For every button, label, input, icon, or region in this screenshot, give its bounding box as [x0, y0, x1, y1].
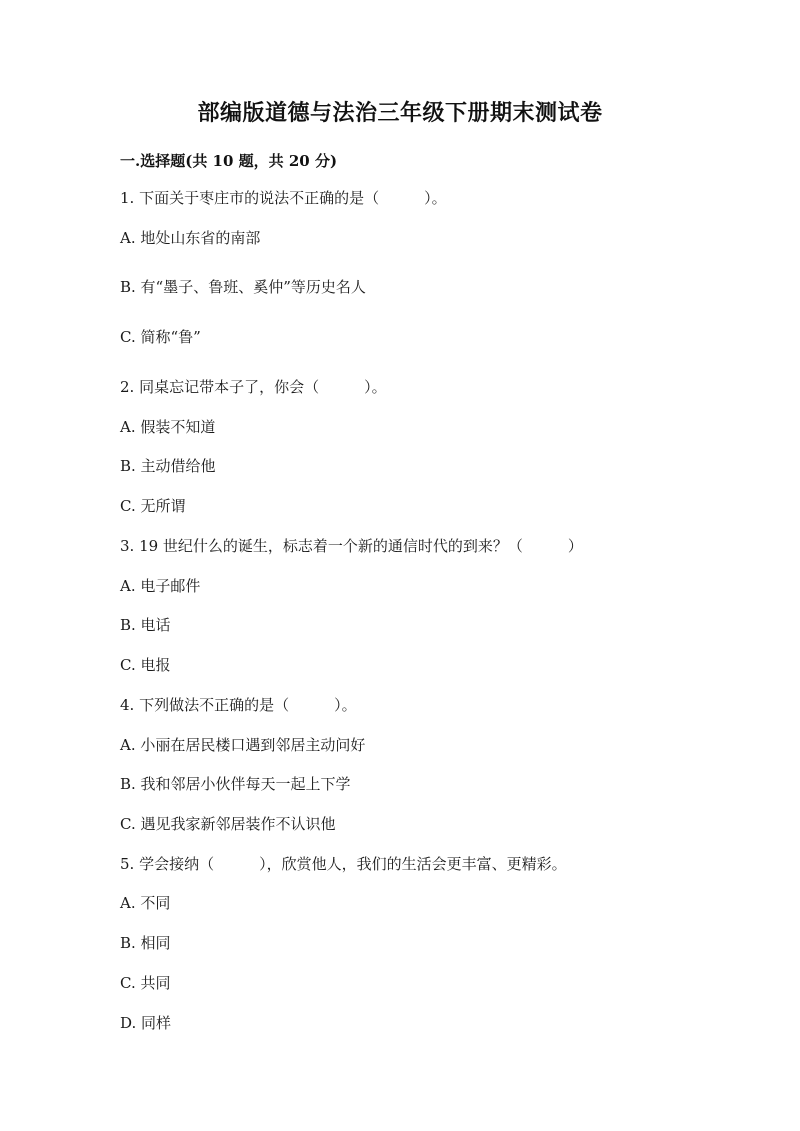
question-1-option-a: A. 地处山东省的南部	[120, 229, 261, 247]
question-1-option-c: C. 简称“鲁”	[120, 328, 201, 346]
question-3-option-c: C. 电报	[120, 656, 171, 674]
question-2-option-c: C. 无所谓	[120, 497, 186, 515]
question-5-option-b: B. 相同	[120, 934, 171, 952]
question-5-stem: 5. 学会接纳（ ），欣赏他人，我们的生活会更丰富、更精彩。	[120, 855, 567, 873]
question-3-option-b: B. 电话	[120, 616, 171, 634]
page-title: 部编版道德与法治三年级下册期末测试卷	[197, 100, 603, 126]
question-2-stem: 2. 同桌忘记带本子了，你会（ ）。	[120, 378, 387, 396]
question-4-stem: 4. 下列做法不正确的是（ ）。	[120, 696, 357, 714]
question-1-stem: 1. 下面关于枣庄市的说法不正确的是（ ）。	[120, 189, 447, 207]
question-4-option-c: C. 遇见我家新邻居装作不认识他	[120, 815, 336, 833]
question-5-option-d: D. 同样	[120, 1014, 172, 1032]
question-2-option-b: B. 主动借给他	[120, 457, 216, 475]
question-5-option-a: A. 不同	[120, 894, 171, 912]
question-3-option-a: A. 电子邮件	[120, 577, 201, 595]
question-2-option-a: A. 假装不知道	[120, 418, 216, 436]
question-3-stem: 3. 19 世纪什么的诞生，标志着一个新的通信时代的到来？（ ）	[120, 537, 583, 555]
section-heading: 一.选择题(共 10 题，共 20 分)	[120, 152, 338, 170]
question-4-option-a: A. 小丽在居民楼口遇到邻居主动问好	[120, 736, 366, 754]
question-1-option-b: B. 有“墨子、鲁班、奚仲”等历史名人	[120, 278, 366, 296]
question-5-option-c: C. 共同	[120, 974, 171, 992]
question-4-option-b: B. 我和邻居小伙伴每天一起上下学	[120, 775, 351, 793]
